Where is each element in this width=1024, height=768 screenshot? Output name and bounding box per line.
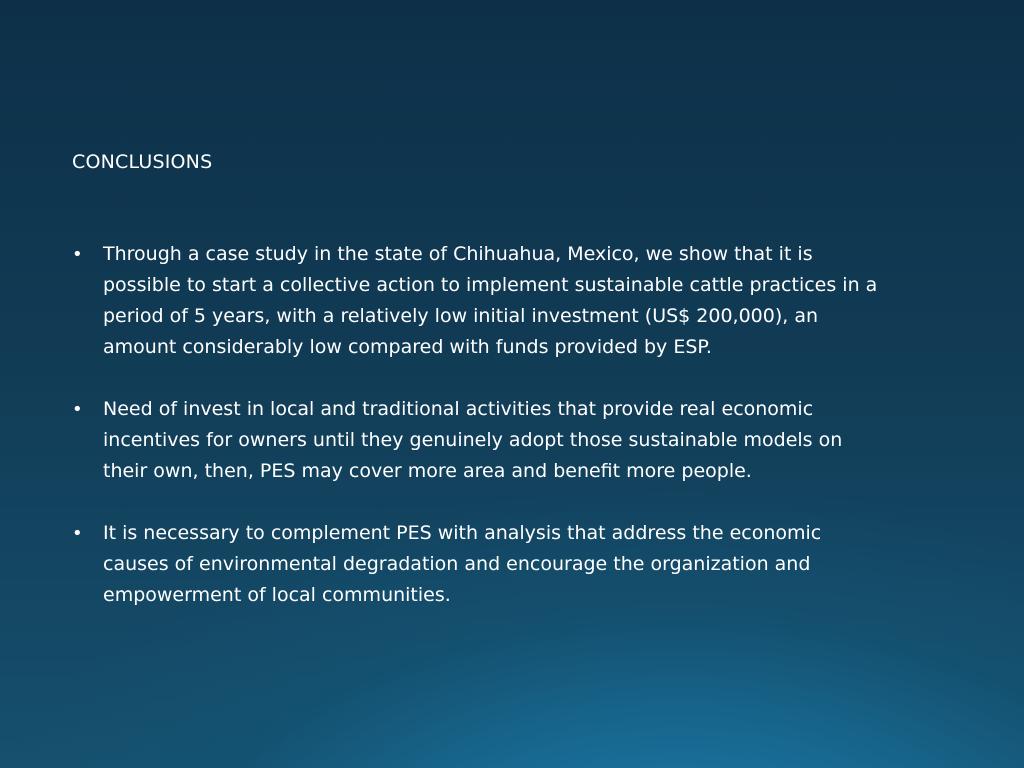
bullet-text-line: Need of invest in local and traditional activities that provide real economic — [103, 398, 814, 420]
bullet-text-line: empowerment of local communities. — [103, 584, 451, 606]
bullet-text-line: It is necessary to complement PES with analysis that address the economic — [103, 522, 822, 544]
slide-title: CONCLUSIONS — [72, 151, 213, 173]
bullet-dot-icon: • — [72, 523, 83, 544]
bullet-dot-icon: • — [72, 399, 83, 420]
bullet-text-line: amount considerably low compared with funds provided by ESP. — [103, 336, 712, 358]
bullet-text-line: period of 5 years, with a relatively low initial investment (US$ 200,000), an — [103, 305, 819, 327]
bullet-dot-icon: • — [72, 244, 83, 265]
bullet-item — [72, 518, 972, 611]
bullet-item — [72, 239, 972, 363]
bullet-text-line: incentives for owners until they genuinely adopt those sustainable models on — [103, 429, 843, 451]
bullet-text-line: possible to start a collective action to implement sustainable cattle practices in a — [103, 274, 878, 296]
bullet-text-line: their own, then, PES may cover more area and benefit more people. — [103, 460, 752, 482]
bullet-item — [72, 394, 972, 487]
bullet-text-line: causes of environmental degradation and encourage the organization and — [103, 553, 811, 575]
bullet-list — [72, 239, 972, 642]
bullet-text-line: Through a case study in the state of Chihuahua, Mexico, we show that it is — [103, 243, 813, 265]
